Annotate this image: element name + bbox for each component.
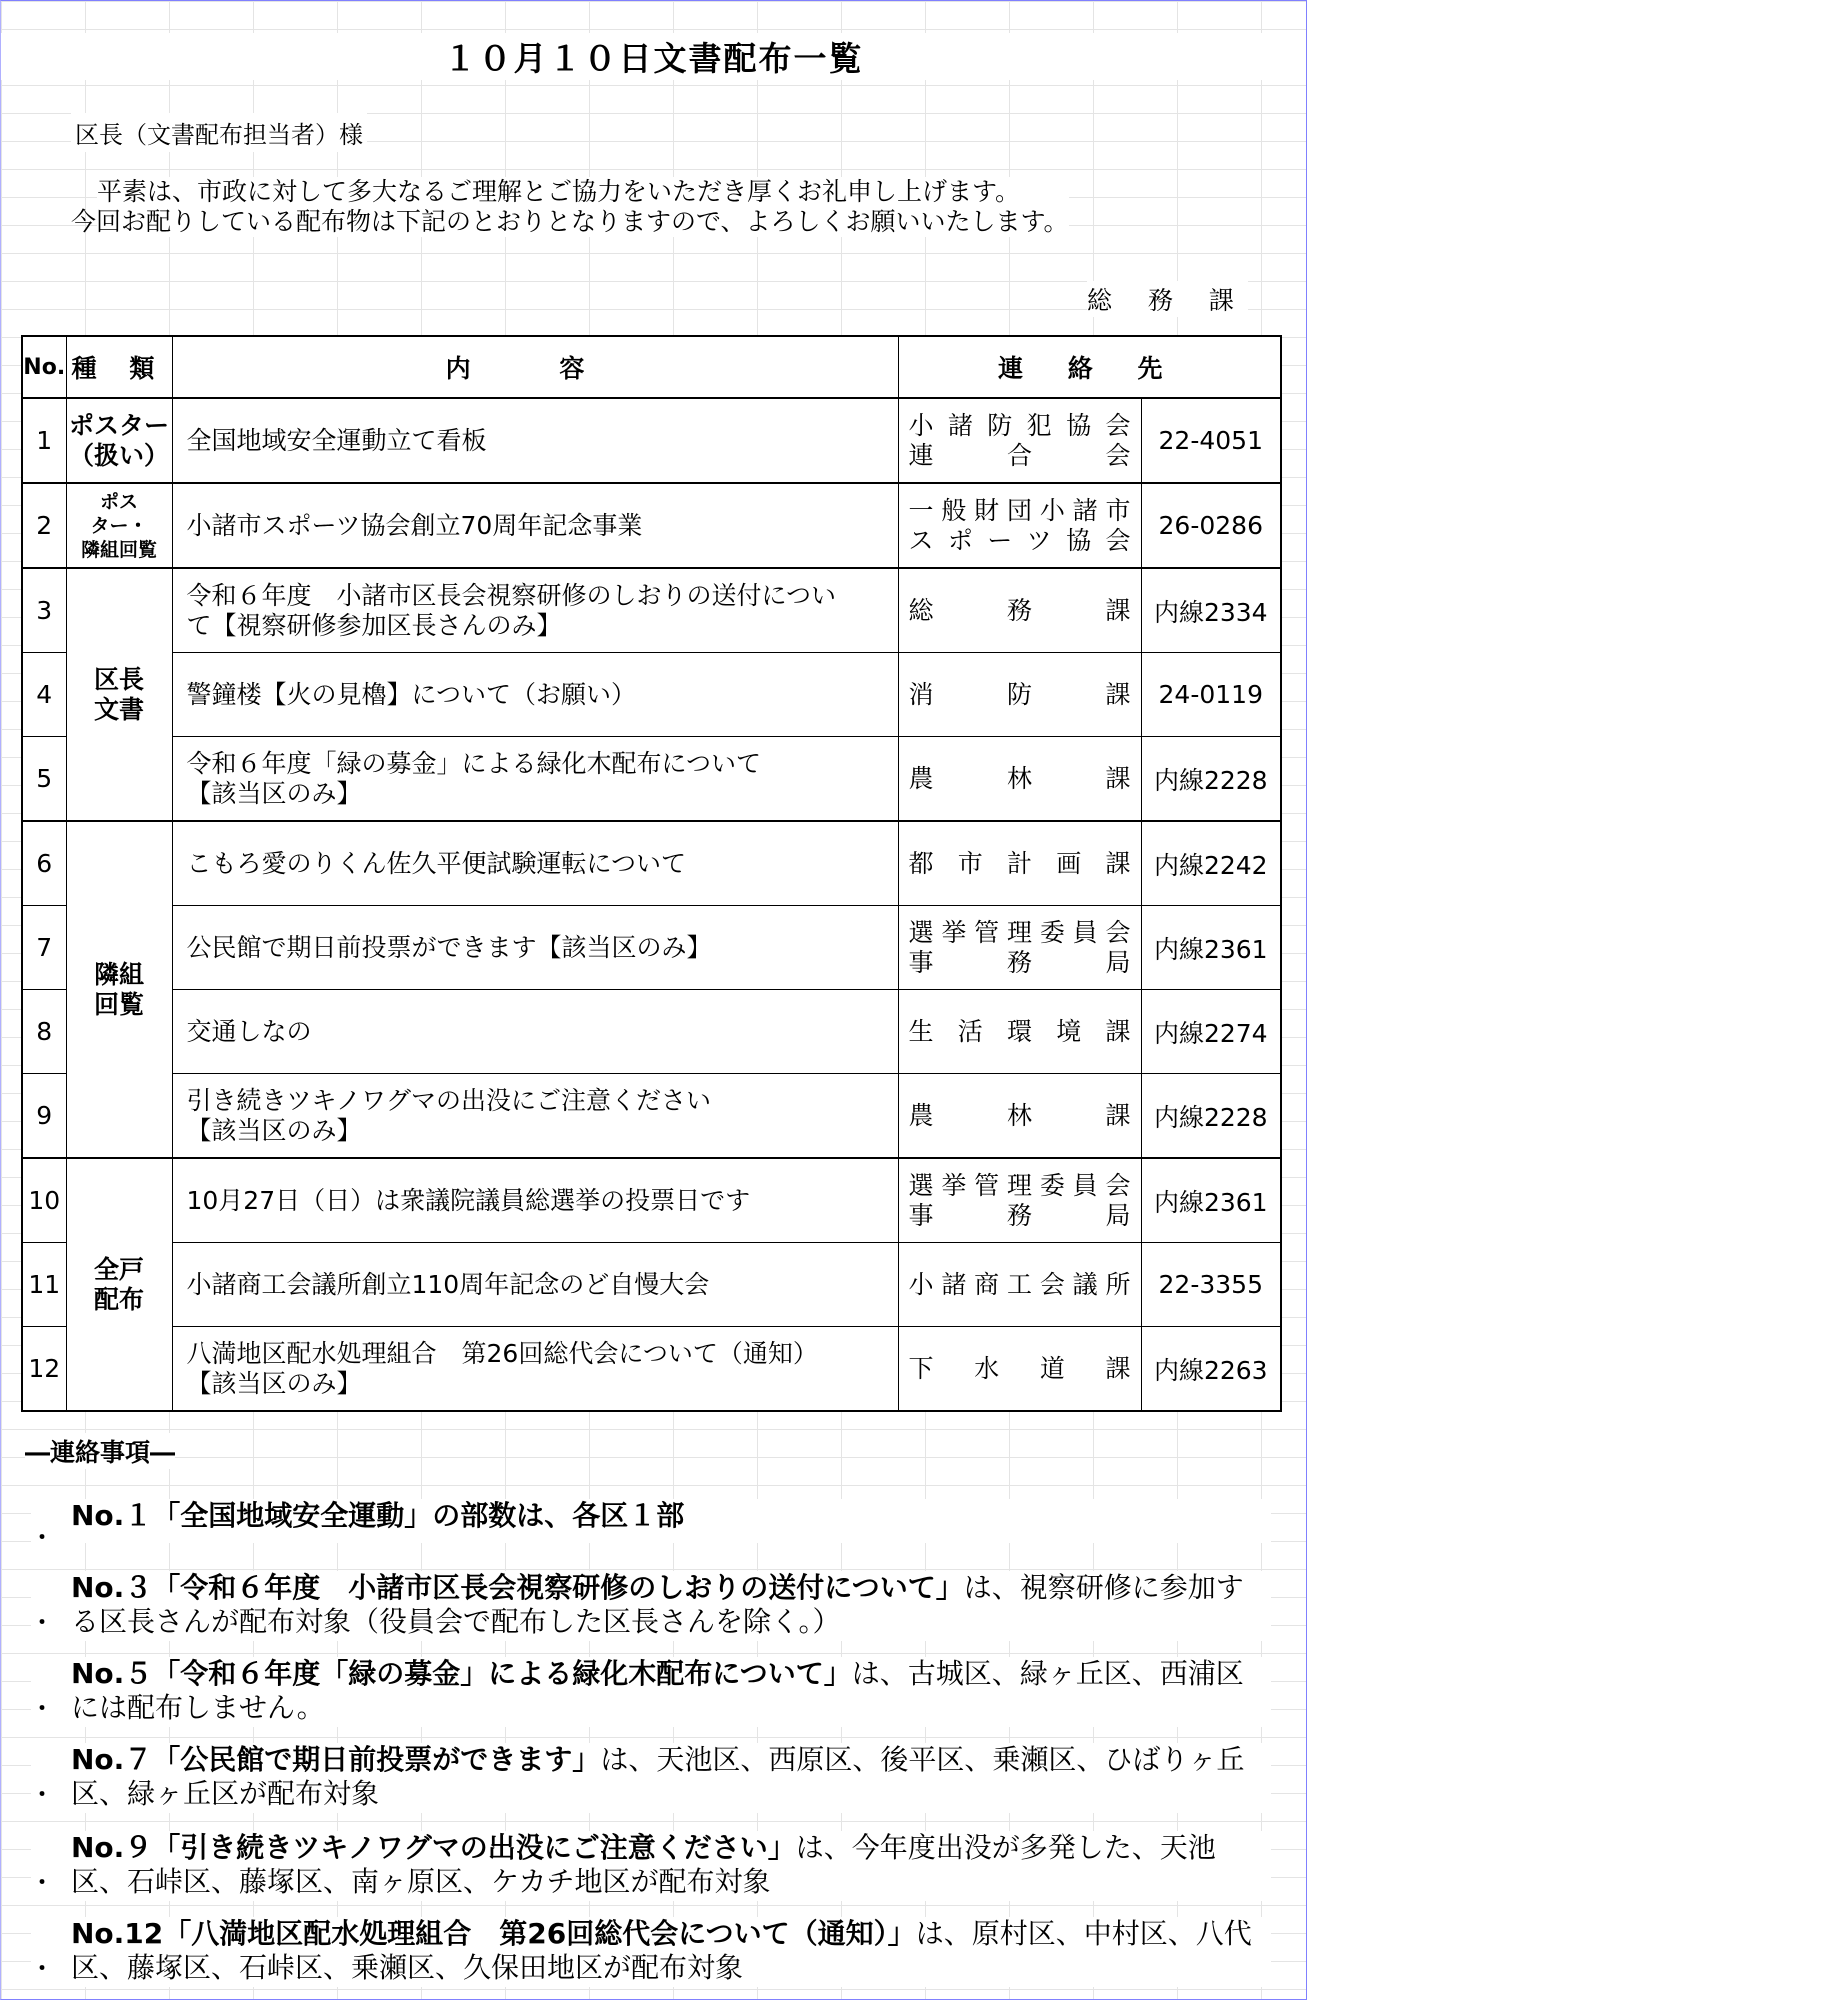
org-char: 会 bbox=[1105, 525, 1131, 555]
note-title: No.１「全国地域安全運動」の部数は、各区１部 bbox=[71, 1499, 685, 1532]
row-contact-org bbox=[898, 483, 1141, 568]
org-char: 環 bbox=[1006, 1016, 1032, 1046]
table-body bbox=[22, 398, 1281, 1411]
row-contact-org bbox=[898, 906, 1141, 990]
note-title: No.５「令和６年度「緑の募金」による緑化木配布について」 bbox=[71, 1657, 852, 1690]
org-char: 商 bbox=[974, 1269, 1000, 1299]
bullet-marker: ・ bbox=[31, 1871, 54, 1896]
note-item bbox=[31, 1571, 1271, 1641]
note-title: No.12「八満地区配水処理組合 第26回総代会について（通知）」 bbox=[71, 1917, 916, 1950]
row-number: 8 bbox=[22, 990, 66, 1074]
note-title: No.７「公民館で期日前投票ができます」 bbox=[71, 1743, 601, 1776]
org-line bbox=[909, 1201, 1131, 1231]
org-line bbox=[909, 1270, 1131, 1300]
row-content bbox=[172, 737, 898, 822]
note-text bbox=[71, 1571, 1271, 1639]
org-char: 協 bbox=[1066, 525, 1092, 555]
org-char: 諸 bbox=[947, 410, 973, 440]
row-contact-org bbox=[898, 653, 1141, 737]
kind-line: （扱い） bbox=[68, 440, 169, 470]
row-kind bbox=[66, 483, 172, 568]
note-text bbox=[71, 1743, 1271, 1811]
org-char: 局 bbox=[1105, 947, 1131, 977]
org-char: 小 bbox=[1039, 495, 1065, 525]
row-contact-phone: 内線2274 bbox=[1141, 990, 1281, 1074]
kind-line: 回覧 bbox=[93, 989, 144, 1019]
header-content: 内 容 bbox=[172, 336, 898, 398]
org-line bbox=[909, 1354, 1131, 1384]
org-char: 財 bbox=[974, 495, 1000, 525]
table-row bbox=[22, 1327, 1281, 1412]
table-row bbox=[22, 821, 1281, 906]
table-header-row bbox=[22, 336, 1281, 398]
org-char: 務 bbox=[1006, 1200, 1032, 1230]
org-char: 生 bbox=[908, 1016, 934, 1046]
org-char: 小 bbox=[908, 410, 934, 440]
org-char: 挙 bbox=[941, 1170, 967, 1200]
kind-line: ポス bbox=[99, 490, 138, 513]
row-content bbox=[172, 483, 898, 568]
row-contact-phone: 22-4051 bbox=[1141, 398, 1281, 483]
org-char: ー bbox=[987, 525, 1013, 555]
org-char: 道 bbox=[1039, 1353, 1065, 1383]
org-char: ツ bbox=[1026, 525, 1052, 555]
intro-line-2: 今回お配りしている配布物は下記のとおりとなりますので、よろしくお願いいたします。 bbox=[71, 207, 1069, 236]
org-line bbox=[909, 411, 1131, 441]
org-char: 工 bbox=[1006, 1269, 1032, 1299]
org-line bbox=[909, 441, 1131, 471]
org-line bbox=[909, 526, 1131, 556]
row-contact-org bbox=[898, 990, 1141, 1074]
org-char: 委 bbox=[1039, 1170, 1065, 1200]
org-char: 事 bbox=[908, 947, 934, 977]
org-line bbox=[909, 1017, 1131, 1047]
org-char: 務 bbox=[1006, 947, 1032, 977]
row-contact-org bbox=[898, 821, 1141, 906]
note-title: No.３「令和６年度 小諸市区長会視察研修のしおりの送付について」 bbox=[71, 1571, 964, 1604]
note-item bbox=[31, 1743, 1271, 1813]
content-line: 【該当区のみ】 bbox=[186, 778, 362, 808]
note-item bbox=[31, 1831, 1271, 1901]
row-contact-org bbox=[898, 737, 1141, 822]
content-line: 公民館で期日前投票ができます【該当区のみ】 bbox=[186, 932, 712, 962]
content-line: 【該当区のみ】 bbox=[186, 1115, 362, 1145]
table-row bbox=[22, 1243, 1281, 1327]
org-char: 課 bbox=[1105, 679, 1131, 709]
org-char: 般 bbox=[941, 495, 967, 525]
content-line: 【該当区のみ】 bbox=[186, 1368, 362, 1398]
org-char: 務 bbox=[1006, 595, 1032, 625]
org-char: 諸 bbox=[1072, 495, 1098, 525]
notes-title: ―連絡事項― bbox=[25, 1433, 175, 1469]
row-content bbox=[172, 653, 898, 737]
row-number: 9 bbox=[22, 1074, 66, 1159]
content-line: 令和６年度 小諸市区長会視察研修のしおりの送付につい bbox=[186, 580, 837, 610]
row-contact-phone: 内線2228 bbox=[1141, 737, 1281, 822]
row-number: 2 bbox=[22, 483, 66, 568]
row-contact-phone: 内線2334 bbox=[1141, 568, 1281, 653]
table-row bbox=[22, 653, 1281, 737]
row-contact-phone: 内線2361 bbox=[1141, 906, 1281, 990]
table-row bbox=[22, 398, 1281, 483]
row-contact-org bbox=[898, 1327, 1141, 1412]
note-item bbox=[31, 1499, 1271, 1551]
row-contact-phone: 26-0286 bbox=[1141, 483, 1281, 568]
org-char: 会 bbox=[1105, 1170, 1131, 1200]
org-char: 防 bbox=[987, 410, 1013, 440]
org-char: 課 bbox=[1105, 763, 1131, 793]
bullet-marker: ・ bbox=[31, 1526, 54, 1551]
org-char: 課 bbox=[1105, 848, 1131, 878]
org-char: 員 bbox=[1072, 1170, 1098, 1200]
bullet-marker: ・ bbox=[31, 1697, 54, 1722]
org-char: ス bbox=[908, 525, 934, 555]
org-char: 協 bbox=[1066, 410, 1092, 440]
org-char: 計 bbox=[1006, 848, 1032, 878]
row-number: 4 bbox=[22, 653, 66, 737]
row-content bbox=[172, 398, 898, 483]
org-char: 理 bbox=[1006, 1170, 1032, 1200]
kind-line: 隣組 bbox=[93, 959, 144, 989]
org-char: 課 bbox=[1105, 1016, 1131, 1046]
org-char: 画 bbox=[1056, 848, 1082, 878]
header-contact: 連 絡 先 bbox=[898, 336, 1281, 398]
row-contact-phone: 内線2242 bbox=[1141, 821, 1281, 906]
org-line bbox=[909, 596, 1131, 626]
note-detail: は、今年度出没が多発した、天池区、石峠区、藤塚区、南ヶ原区、ケカチ地区が配布対象 bbox=[71, 1831, 1216, 1898]
row-content bbox=[172, 1158, 898, 1243]
header-no: No. bbox=[22, 336, 66, 398]
org-char: 農 bbox=[908, 1100, 934, 1130]
org-char: 諸 bbox=[941, 1269, 967, 1299]
org-char: 消 bbox=[908, 679, 934, 709]
table-row bbox=[22, 737, 1281, 822]
kind-line: 隣組回覧 bbox=[80, 538, 157, 561]
row-number: 6 bbox=[22, 821, 66, 906]
content-line: 引き続きツキノワグマの出没にご注意ください bbox=[186, 1085, 712, 1115]
row-number: 7 bbox=[22, 906, 66, 990]
org-char: 選 bbox=[908, 1170, 934, 1200]
org-char: 都 bbox=[908, 848, 934, 878]
kind-line: ポスター bbox=[68, 410, 169, 440]
addressee: 区長（文書配布担当者）様 bbox=[71, 113, 367, 152]
org-char: 会 bbox=[1039, 1269, 1065, 1299]
org-char: 会 bbox=[1105, 440, 1131, 470]
note-text bbox=[71, 1499, 1271, 1533]
row-kind bbox=[66, 1158, 172, 1411]
org-char: 小 bbox=[908, 1269, 934, 1299]
org-char: 課 bbox=[1105, 1100, 1131, 1130]
org-char: 林 bbox=[1006, 763, 1032, 793]
org-char: 下 bbox=[908, 1353, 934, 1383]
table-row bbox=[22, 906, 1281, 990]
row-content bbox=[172, 906, 898, 990]
content-line: 小諸商工会議所創立110周年記念のど自慢大会 bbox=[186, 1269, 710, 1299]
kind-line: 全戸 bbox=[93, 1254, 144, 1284]
org-char: 課 bbox=[1105, 595, 1131, 625]
org-line bbox=[909, 496, 1131, 526]
row-contact-org bbox=[898, 1074, 1141, 1159]
org-line bbox=[909, 764, 1131, 794]
note-text bbox=[71, 1657, 1271, 1725]
note-text bbox=[71, 1917, 1271, 1985]
row-contact-org bbox=[898, 568, 1141, 653]
kind-line: ター・ bbox=[90, 514, 148, 537]
org-char: 委 bbox=[1039, 917, 1065, 947]
row-number: 1 bbox=[22, 398, 66, 483]
row-contact-phone: 22-3355 bbox=[1141, 1243, 1281, 1327]
org-line bbox=[909, 849, 1131, 879]
content-line: て【視察研修参加区長さんのみ】 bbox=[186, 610, 562, 640]
kind-line: 文書 bbox=[93, 694, 144, 724]
org-char: 活 bbox=[957, 1016, 983, 1046]
content-line: 令和６年度「緑の募金」による緑化木配布について bbox=[186, 748, 762, 778]
org-char: 団 bbox=[1006, 495, 1032, 525]
org-char: 挙 bbox=[941, 917, 967, 947]
org-char: 管 bbox=[974, 1170, 1000, 1200]
note-item bbox=[31, 1657, 1271, 1727]
bullet-marker: ・ bbox=[31, 1611, 54, 1636]
row-contact-org bbox=[898, 398, 1141, 483]
org-char: 境 bbox=[1056, 1016, 1082, 1046]
org-char: 事 bbox=[908, 1200, 934, 1230]
org-char: 一 bbox=[908, 495, 934, 525]
org-char: 農 bbox=[908, 763, 934, 793]
row-kind bbox=[66, 568, 172, 821]
org-char: 合 bbox=[1006, 440, 1032, 470]
row-content bbox=[172, 990, 898, 1074]
row-number: 5 bbox=[22, 737, 66, 822]
row-content bbox=[172, 568, 898, 653]
org-char: 選 bbox=[908, 917, 934, 947]
row-content bbox=[172, 821, 898, 906]
org-char: 連 bbox=[908, 440, 934, 470]
intro-text bbox=[71, 177, 1069, 237]
bullet-marker: ・ bbox=[31, 1783, 54, 1808]
row-number: 12 bbox=[22, 1327, 66, 1412]
kind-line: 区長 bbox=[93, 664, 144, 694]
row-number: 3 bbox=[22, 568, 66, 653]
issuing-department: 総 務 課 bbox=[1087, 281, 1248, 317]
org-char: 水 bbox=[974, 1353, 1000, 1383]
note-text bbox=[71, 1831, 1271, 1899]
org-line bbox=[909, 948, 1131, 978]
table-row bbox=[22, 1158, 1281, 1243]
row-kind bbox=[66, 398, 172, 483]
org-line bbox=[909, 1101, 1131, 1131]
row-number: 11 bbox=[22, 1243, 66, 1327]
page-title: １０月１０日文書配布一覧 bbox=[1, 33, 1306, 80]
org-char: 林 bbox=[1006, 1100, 1032, 1130]
note-detail: は、天池区、西原区、後平区、乗瀬区、ひばりヶ丘区、緑ヶ丘区が配布対象 bbox=[71, 1743, 1245, 1810]
org-char: 市 bbox=[1105, 495, 1131, 525]
org-line bbox=[909, 1171, 1131, 1201]
org-char: 会 bbox=[1105, 917, 1131, 947]
distribution-table bbox=[21, 335, 1282, 1412]
content-line: 八満地区配水処理組合 第26回総代会について（通知） bbox=[186, 1338, 818, 1368]
kind-line: 配布 bbox=[93, 1284, 144, 1314]
org-line bbox=[909, 918, 1131, 948]
note-item bbox=[31, 1917, 1271, 1987]
row-content bbox=[172, 1327, 898, 1412]
table-row bbox=[22, 990, 1281, 1074]
org-char: ポ bbox=[947, 525, 973, 555]
row-contact-org bbox=[898, 1158, 1141, 1243]
content-line: 小諸市スポーツ協会創立70周年記念事業 bbox=[186, 510, 643, 540]
note-detail: は、古城区、緑ヶ丘区、西浦区には配布しません。 bbox=[71, 1657, 1244, 1724]
row-content bbox=[172, 1074, 898, 1159]
note-detail: は、視察研修に参加する区長さんが配布対象（役員会で配布した区長さんを除く。） bbox=[71, 1571, 1244, 1638]
row-contact-phone: 内線2228 bbox=[1141, 1074, 1281, 1159]
org-char: 犯 bbox=[1026, 410, 1052, 440]
org-char: 管 bbox=[974, 917, 1000, 947]
note-detail: は、原村区、中村区、八代区、藤塚区、石峠区、乗瀬区、久保田地区が配布対象 bbox=[71, 1917, 1252, 1984]
row-contact-org bbox=[898, 1243, 1141, 1327]
row-number: 10 bbox=[22, 1158, 66, 1243]
org-char: 課 bbox=[1105, 1353, 1131, 1383]
content-line: 警鐘楼【火の見櫓】について（お願い） bbox=[186, 679, 637, 709]
org-char: 員 bbox=[1072, 917, 1098, 947]
row-contact-phone: 24-0119 bbox=[1141, 653, 1281, 737]
bullet-marker: ・ bbox=[31, 1957, 54, 1982]
table-row bbox=[22, 483, 1281, 568]
org-char: 議 bbox=[1072, 1269, 1098, 1299]
row-content bbox=[172, 1243, 898, 1327]
org-char: 会 bbox=[1105, 410, 1131, 440]
content-line: こもろ愛のりくん佐久平便試験運転について bbox=[186, 848, 687, 878]
table-row bbox=[22, 1074, 1281, 1159]
row-contact-phone: 内線2361 bbox=[1141, 1158, 1281, 1243]
header-kind: 種 類 bbox=[66, 336, 172, 398]
content-line: 10月27日（日）は衆議院議員総選挙の投票日です bbox=[186, 1185, 751, 1215]
content-line: 交通しなの bbox=[186, 1016, 312, 1046]
row-kind bbox=[66, 821, 172, 1158]
org-char: 総 bbox=[908, 595, 934, 625]
org-char: 所 bbox=[1105, 1269, 1131, 1299]
row-contact-phone: 内線2263 bbox=[1141, 1327, 1281, 1412]
intro-line-1: 平素は、市政に対して多大なるご理解とご協力をいただき厚くお礼申し上げます。 bbox=[97, 177, 1021, 206]
org-char: 防 bbox=[1006, 679, 1032, 709]
note-title: No.９「引き続きツキノワグマの出没にご注意ください」 bbox=[71, 1831, 796, 1864]
org-char: 市 bbox=[957, 848, 983, 878]
org-char: 局 bbox=[1105, 1200, 1131, 1230]
table-row bbox=[22, 568, 1281, 653]
org-line bbox=[909, 680, 1131, 710]
content-line: 全国地域安全運動立て看板 bbox=[186, 425, 487, 455]
org-char: 理 bbox=[1006, 917, 1032, 947]
